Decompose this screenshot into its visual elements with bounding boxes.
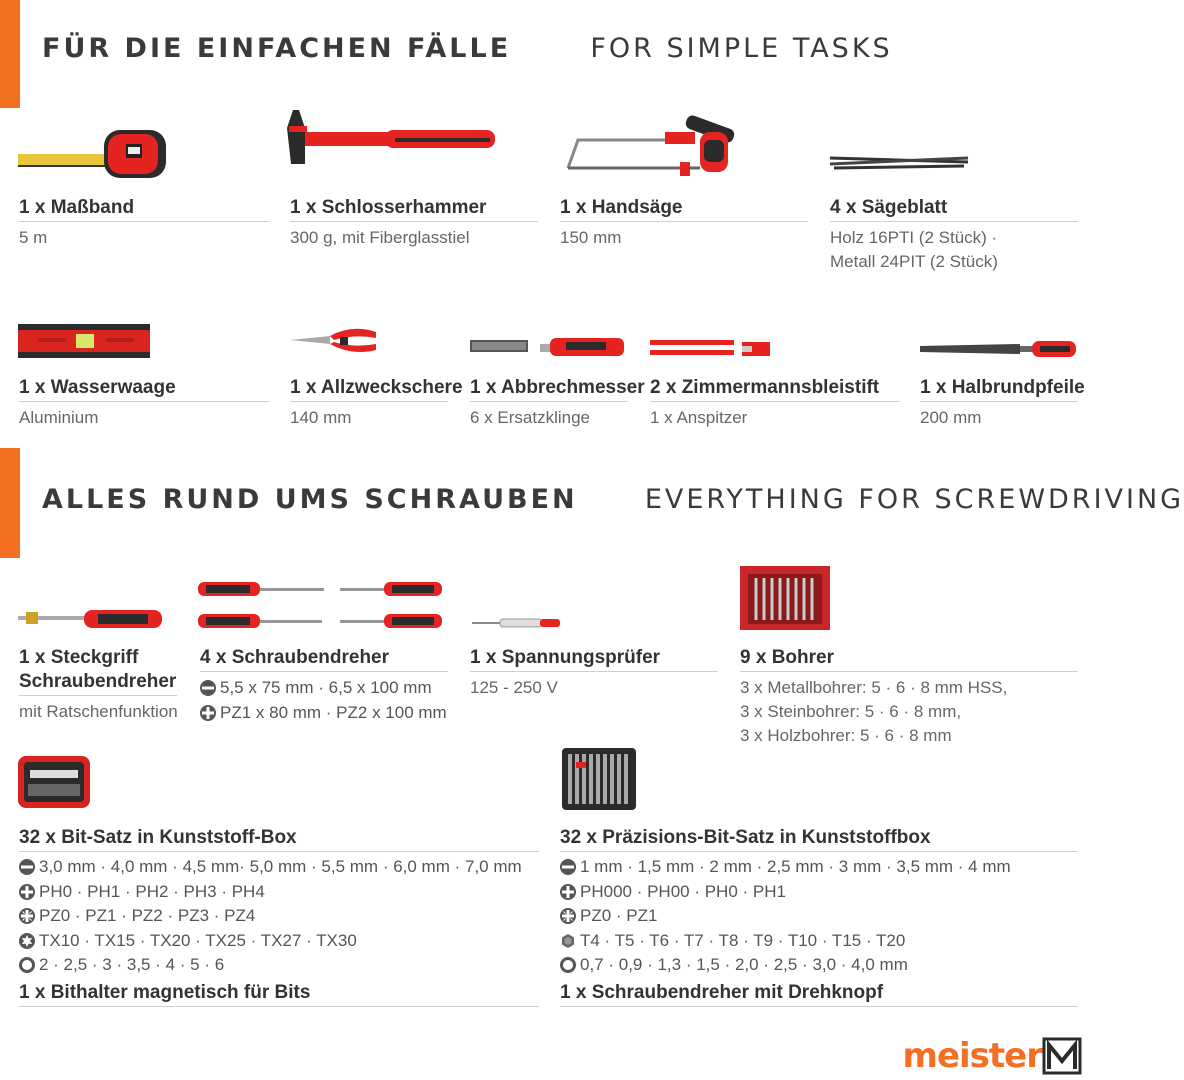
item-cutter-knife [470,376,645,430]
item-voltage-tester [470,646,718,700]
logo-wordmark: meister [902,1036,1042,1076]
spec-text: 5,5 x 75 mm · 6,5 x 100 mm [220,678,432,697]
pozidriv-icon [560,908,576,924]
item-desc-line: 3 x Steinbohrer: 5 · 6 · 8 mm, [740,702,962,721]
item-screwdrivers [200,646,448,725]
spec-text: PZ0 · PZ1 [580,906,658,925]
slotted-icon [200,680,216,696]
item-title: 1 x Handsäge [560,196,808,222]
bit-box-image [18,756,90,808]
item-title: 2 x Zimmermannsbleistift [650,376,900,402]
section2-heading [42,484,1184,515]
spec-line [200,701,448,726]
spec-line [200,676,448,701]
item-desc [740,676,1078,748]
spec-text: TX10 · TX15 · TX20 · TX25 · TX27 · TX30 [39,930,357,950]
spec-line [19,855,539,880]
item-footer-title: 1 x Bithalter magnetisch für Bits [19,981,539,1007]
item-title: 1 x Abbrechmesser [470,376,628,402]
item-saw-blades [830,196,1078,274]
hacksaw-image [560,118,755,180]
item-scissors [290,376,463,430]
item-title: 1 x Halbrundpfeile [920,376,1078,402]
section2-accent-bar [0,448,20,558]
spec-text: PH0 · PH1 · PH2 · PH3 · PH4 [39,881,265,901]
item-title: 32 x Bit-Satz in Kunststoff-Box [19,826,539,852]
item-footer-title: 1 x Schraubendreher mit Drehknopf [560,981,1078,1007]
spec-line [560,855,1078,880]
item-desc: 5 m [19,228,48,247]
item-desc: 150 mm [560,228,622,247]
spec-line [560,880,1078,905]
item-title: 4 x Schraubendreher [200,646,448,672]
section1-title-en: FOR SIMPLE TASKS [590,33,893,64]
phillips-icon [200,705,216,721]
item-file [920,376,1085,430]
phillips-icon [19,884,35,900]
hex-icon [19,957,35,973]
item-desc-line: 3 x Holzbohrer: 5 · 6 · 8 mm [740,726,952,745]
item-title [19,646,177,696]
item-desc [830,226,1078,274]
spec-text: T4 · T5 · T6 · T7 · T8 · T9 · T10 · T15 · T20 [580,930,906,950]
item-desc: 6 x Ersatzklinge [470,408,590,427]
drill-set-image [740,566,830,630]
spec-line [560,929,1078,954]
meister-logo [903,1036,1080,1076]
item-desc: 300 g, mit Fiberglasstiel [290,228,470,247]
item-desc: 1 x Anspitzer [650,408,748,427]
item-desc: Aluminium [19,408,99,427]
section2-title-de: ALLES RUND UMS SCHRAUBEN [42,484,578,515]
spec-text: PZ1 x 80 mm · PZ2 x 100 mm [220,702,447,722]
item-title: 1 x Spannungsprüfer [470,646,718,672]
item-tape-measure [19,196,269,250]
item-desc-line: 3 x Metallbohrer: 5 · 6 · 8 mm HSS, [740,678,1008,697]
item-title: 4 x Sägeblatt [830,196,1078,222]
item-drill-bits [740,646,1078,748]
file-image [920,338,1078,360]
pencils-image [650,338,772,360]
phillips-icon [560,884,576,900]
scissors-image [290,326,380,356]
item-precision-bit-set [560,826,1078,1007]
item-desc: mit Ratschenfunktion [19,702,178,721]
hammer-image [285,108,500,178]
item-desc: 125 - 250 V [470,678,558,697]
spec-line [560,953,1078,978]
pozidriv-icon [19,908,35,924]
item-title: 1 x Schlosserhammer [290,196,538,222]
hex-icon [560,957,576,973]
slotted-icon [19,859,35,875]
item-hacksaw [560,196,808,250]
section2-title-en: EVERYTHING FOR SCREWDRIVING [644,484,1184,515]
saw-blades-image [828,150,973,176]
torx-icon [560,933,576,949]
item-title-line: Schraubendreher [19,671,177,692]
spirit-level-image [18,322,150,360]
item-desc: 200 mm [920,408,982,427]
item-title: 9 x Bohrer [740,646,1078,672]
item-title: 1 x Allzweckschere [290,376,448,402]
section1-title-de: FÜR DIE EINFACHEN FÄLLE [42,33,512,64]
item-ratchet-screwdriver [19,646,177,724]
item-desc-line: Metall 24PIT (2 Stück) [830,252,998,271]
item-title: 1 x Wasserwaage [19,376,269,402]
spec-text: 0,7 · 0,9 · 1,3 · 1,5 · 2,0 · 2,5 · 3,0 · 4,0 mm [580,955,908,974]
item-title-line: 1 x Steckgriff [19,647,139,668]
voltage-tester-image [472,616,562,630]
spec-line [19,880,539,905]
item-desc-line: Holz 16PTI (2 Stück) · [830,228,998,247]
tape-measure-image [18,120,168,180]
item-desc: 140 mm [290,408,352,427]
screwdrivers-image [198,576,444,632]
spec-text: PH000 · PH00 · PH0 · PH1 [580,881,786,901]
section1-heading [42,33,893,64]
spec-line [560,904,1078,929]
precision-bit-box-image [562,748,636,810]
item-spirit-level [19,376,269,430]
cutter-knife-image [470,336,625,360]
item-title: 32 x Präzisions-Bit-Satz in Kunststoffbox [560,826,1078,852]
spec-text: 1 mm · 1,5 mm · 2 mm · 2,5 mm · 3 mm · 3,5 mm · 4 mm [580,857,1011,876]
spec-line [19,904,539,929]
torx-icon [19,933,35,949]
item-bit-set [19,826,539,1007]
item-title: 1 x Maßband [19,196,269,222]
item-pencils [650,376,900,430]
spec-text: 3,0 mm · 4,0 mm · 4,5 mm· 5,0 mm · 5,5 mm · 6,0 mm · 7,0 mm [39,857,522,876]
spec-text: PZ0 · PZ1 · PZ2 · PZ3 · PZ4 [39,906,256,925]
meister-m-icon [1044,1039,1080,1073]
spec-text: 2 · 2,5 · 3 · 3,5 · 4 · 5 · 6 [39,955,225,974]
item-hammer [290,196,538,250]
ratchet-screwdriver-image [18,604,163,632]
section1-accent-bar [0,0,20,108]
spec-line [19,929,539,954]
spec-line [19,953,539,978]
slotted-icon [560,859,576,875]
